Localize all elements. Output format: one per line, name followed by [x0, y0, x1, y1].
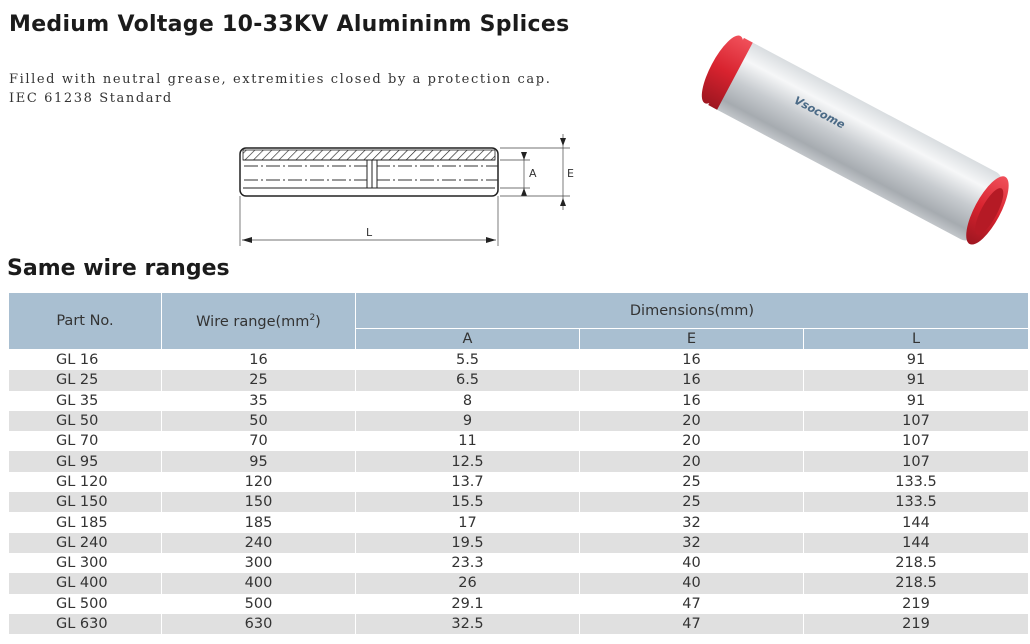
table-row	[9, 553, 1029, 573]
wire-range-cell: 35	[162, 391, 356, 411]
table-row	[9, 512, 1029, 532]
dimension-e-cell: 25	[580, 492, 804, 512]
part-cell: GL 240	[9, 533, 162, 553]
part-cell: GL 95	[9, 451, 162, 471]
part-cell: GL 70	[9, 431, 162, 451]
dimension-a-cell: 23.3	[356, 553, 580, 573]
splice-product-image	[690, 30, 1020, 250]
part-cell: GL 300	[9, 553, 162, 573]
part-cell: GL 500	[9, 594, 162, 614]
dimension-e-cell: 25	[580, 472, 804, 492]
table-row	[9, 594, 1029, 614]
wire-range-cell: 150	[162, 492, 356, 512]
page-title: Medium Voltage 10-33KV Alumininm Splices	[9, 12, 570, 37]
dimension-l-cell: 107	[804, 431, 1029, 451]
dimension-e-cell: 40	[580, 553, 804, 573]
dimension-a-cell: 15.5	[356, 492, 580, 512]
dimension-l-cell: 219	[804, 614, 1029, 634]
product-description	[9, 70, 551, 108]
dimension-a-cell: 13.7	[356, 472, 580, 492]
table-row	[9, 431, 1029, 451]
header-col-l: L	[804, 329, 1029, 350]
part-cell: GL 16	[9, 350, 162, 371]
part-cell: GL 185	[9, 512, 162, 532]
dimension-l-cell: 107	[804, 451, 1029, 471]
table-row	[9, 533, 1029, 553]
table-row	[9, 370, 1029, 390]
header-dimensions: Dimensions(mm)	[356, 293, 1029, 329]
wire-range-cell: 185	[162, 512, 356, 532]
dimension-a-cell: 5.5	[356, 350, 580, 371]
section-title: Same wire ranges	[7, 256, 230, 281]
wire-range-cell: 16	[162, 350, 356, 371]
dimension-a-cell: 29.1	[356, 594, 580, 614]
splice-technical-drawing	[230, 132, 590, 252]
dimension-a-cell: 32.5	[356, 614, 580, 634]
dimension-l-cell: 91	[804, 350, 1029, 371]
description-line-2: IEC 61238 Standard	[9, 91, 173, 106]
header-wire-range: Wire $range(mm^2)$	[162, 293, 356, 350]
wire-range-cell: 120	[162, 472, 356, 492]
dimension-l-cell: 107	[804, 411, 1029, 431]
header-part-no: Part No.	[9, 293, 162, 350]
dimension-l-cell: 218.5	[804, 553, 1029, 573]
dimension-a-cell: 19.5	[356, 533, 580, 553]
splice-wall-top	[243, 150, 495, 160]
wire-range-cell: 630	[162, 614, 356, 634]
dimension-e-cell: 20	[580, 411, 804, 431]
dimension-a-cell: 6.5	[356, 370, 580, 390]
dimension-l-cell: 218.5	[804, 573, 1029, 593]
dimension-l-cell: 144	[804, 512, 1029, 532]
dimension-e-label: E	[567, 167, 574, 180]
table-row	[9, 472, 1029, 492]
table-row	[9, 451, 1029, 471]
dimension-l-cell: 91	[804, 391, 1029, 411]
dimension-e-cell: 32	[580, 533, 804, 553]
wire-range-cell: 50	[162, 411, 356, 431]
wire-range-cell: 240	[162, 533, 356, 553]
wire-range-cell: 25	[162, 370, 356, 390]
dimension-a-label: A	[529, 167, 537, 180]
dimension-e-cell: 20	[580, 431, 804, 451]
dimension-l-cell: 219	[804, 594, 1029, 614]
dimension-l-cell: 133.5	[804, 492, 1029, 512]
splice-body	[705, 36, 1006, 244]
dimension-l-cell: 91	[804, 370, 1029, 390]
dimension-a-cell: 9	[356, 411, 580, 431]
dimensions-table	[8, 292, 1029, 634]
part-cell: GL 630	[9, 614, 162, 634]
dimension-e-cell: 20	[580, 451, 804, 471]
header-col-a: A	[356, 329, 580, 350]
part-cell: GL 50	[9, 411, 162, 431]
dimension-a-cell: 11	[356, 431, 580, 451]
part-cell: GL 120	[9, 472, 162, 492]
table-row	[9, 492, 1029, 512]
dimension-e-cell: 16	[580, 350, 804, 371]
dimension-a-cell: 12.5	[356, 451, 580, 471]
dimension-a-cell: 17	[356, 512, 580, 532]
dimension-e-cell: 47	[580, 594, 804, 614]
table-row	[9, 391, 1029, 411]
wire-range-cell: 300	[162, 553, 356, 573]
dimension-a-cell: 26	[356, 573, 580, 593]
brand-logo: Vsocome	[791, 93, 848, 132]
table-row	[9, 350, 1029, 371]
dimension-e-cell: 16	[580, 370, 804, 390]
wire-range-cell: 400	[162, 573, 356, 593]
dimension-l-cell: 144	[804, 533, 1029, 553]
dimension-a-cell: 8	[356, 391, 580, 411]
wire-range-cell: 500	[162, 594, 356, 614]
wire-range-cell: 70	[162, 431, 356, 451]
part-cell: GL 35	[9, 391, 162, 411]
dimension-e-cell: 32	[580, 512, 804, 532]
table-row	[9, 411, 1029, 431]
dimension-e-cell: 40	[580, 573, 804, 593]
part-cell: GL 25	[9, 370, 162, 390]
dimension-l-label: L	[366, 226, 373, 239]
part-cell: GL 150	[9, 492, 162, 512]
dimension-l-cell: 133.5	[804, 472, 1029, 492]
header-col-e: E	[580, 329, 804, 350]
table-row	[9, 614, 1029, 634]
wire-range-cell: 95	[162, 451, 356, 471]
dimension-e-cell: 47	[580, 614, 804, 634]
description-line-1: Filled with neutral grease, extremities closed by a protection cap.	[9, 72, 552, 87]
dimension-e-cell: 16	[580, 391, 804, 411]
table-row	[9, 573, 1029, 593]
part-cell: GL 400	[9, 573, 162, 593]
